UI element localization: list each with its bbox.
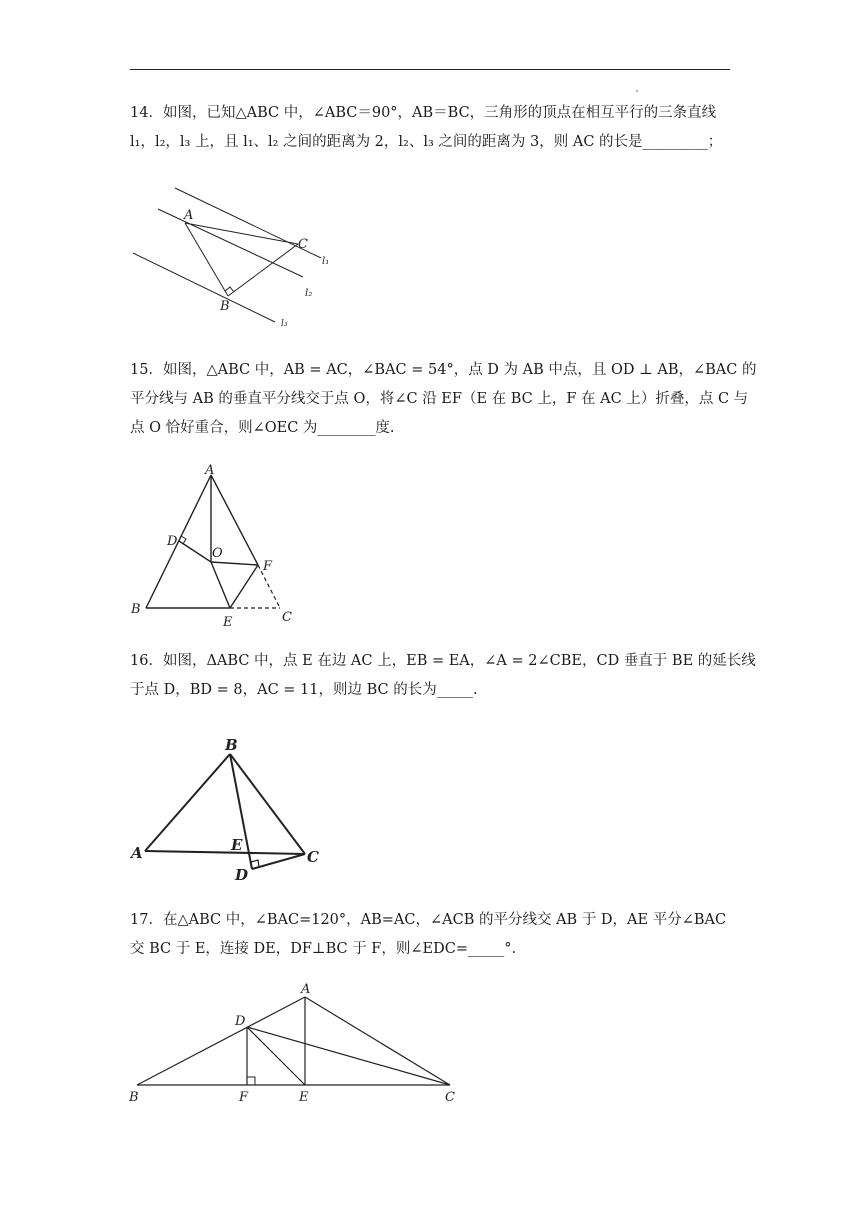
q14-label-a: A: [184, 208, 194, 223]
q16-label-c: C: [307, 848, 319, 866]
question-15-figure: [125, 460, 305, 630]
q15-label-b: B: [131, 602, 141, 617]
question-14-line-2: l₁，l₂，l₃ 上，且 l₁、l₂ 之间的距离为 2，l₂、l₃ 之间的距离为 3，则 AC 的长是_________；: [130, 134, 723, 150]
q15-label-d: D: [167, 534, 178, 549]
q15-label-e: E: [223, 615, 233, 630]
question-14-text: [130, 99, 730, 157]
question-17-line-1: 17．在△ABC 中，∠BAC=120°，AB=AC，∠ACB 的平分线交 AB 于 D，AE 平分∠BAC: [130, 912, 727, 928]
q14-label-c: C: [298, 237, 308, 252]
q14-label-l1: l₁: [322, 256, 330, 267]
q16-label-e: E: [231, 836, 243, 854]
q17-label-a: A: [301, 982, 311, 997]
page-dot: [636, 90, 638, 92]
question-16-figure: [125, 730, 335, 890]
q17-label-d: D: [235, 1014, 246, 1029]
question-14-figure: [125, 180, 335, 330]
question-15-line-1: 15．如图，△ABC 中，AB = AC，∠BAC = 54°，点 D 为 AB 中点，且 OD ⊥ AB，∠BAC 的: [130, 362, 757, 378]
question-14-line-1: 14．如图，已知△ABC 中，∠ABC＝90°，AB＝BC，三角形的顶点在相互平行的三条直线: [130, 105, 717, 121]
q16-label-b: B: [225, 736, 238, 754]
question-15-text: [130, 356, 757, 443]
question-17-line-2: 交 BC 于 E，连接 DE，DF⊥BC 于 F，则∠EDC=_____°.: [130, 941, 517, 957]
question-16-line-2: 于点 D，BD = 8，AC = 11，则边 BC 的长为_____.: [130, 682, 478, 698]
q14-label-l2: l₂: [305, 288, 313, 299]
q16-label-a: A: [131, 844, 143, 862]
q15-label-a: A: [205, 463, 215, 478]
question-17-text: [130, 906, 730, 964]
q17-label-b: B: [129, 1090, 139, 1105]
q17-label-c: C: [445, 1090, 455, 1105]
q17-label-f: F: [239, 1090, 249, 1105]
question-16-line-1: 16．如图，ΔABC 中，点 E 在边 AC 上，EB = EA，∠A = 2∠CBE，CD 垂直于 BE 的延长线: [130, 653, 756, 669]
q14-label-l3: l₃: [281, 319, 288, 329]
question-15-line-2: 平分线与 AB 的垂直平分线交于点 O，将∠C 沿 EF（E 在 BC 上，F 在 AC 上）折叠，点 C 与: [130, 391, 749, 407]
question-16-text: [130, 647, 756, 705]
question-15-line-3: 点 O 恰好重合，则∠OEC 为________度.: [130, 420, 395, 436]
q15-label-o: O: [212, 546, 223, 561]
q15-label-f: F: [263, 559, 273, 574]
header-rule: [130, 69, 730, 70]
q14-label-b: B: [220, 299, 230, 314]
q16-label-d: D: [235, 866, 249, 884]
question-17-figure: [125, 975, 470, 1110]
q17-label-e: E: [299, 1090, 309, 1105]
q15-label-c: C: [282, 610, 292, 625]
